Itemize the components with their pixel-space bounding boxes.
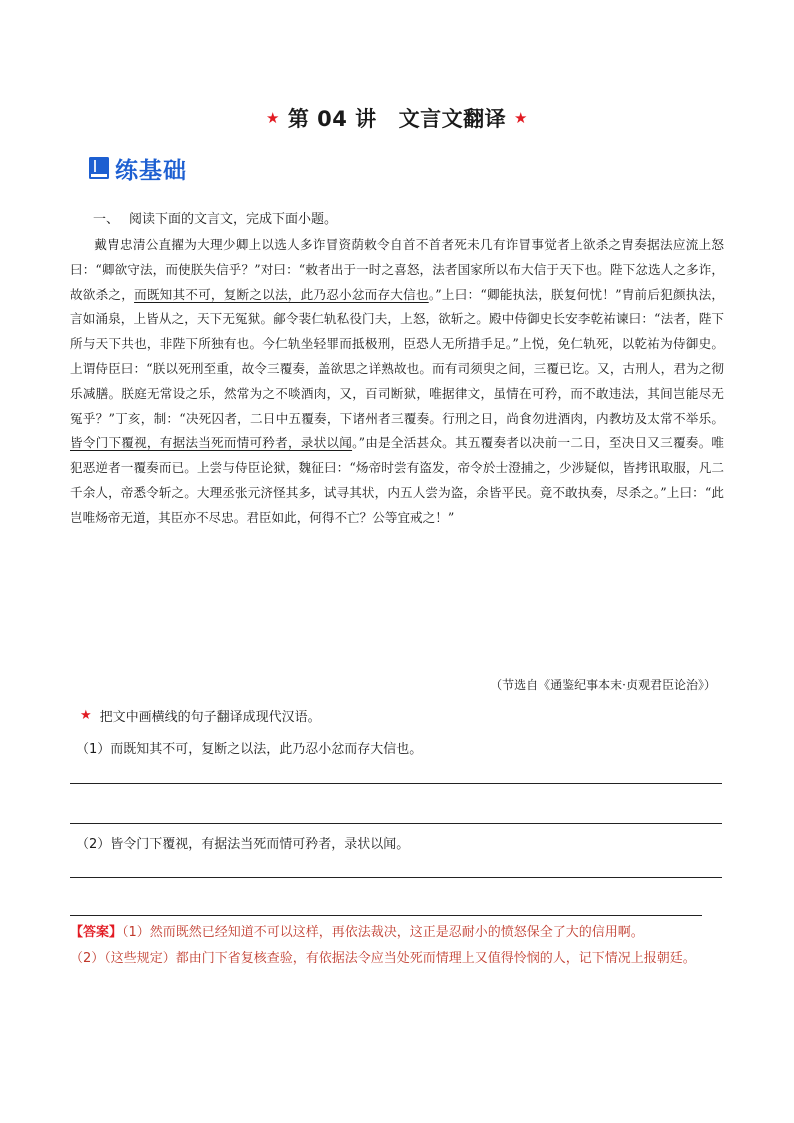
answer-block	[70, 920, 724, 972]
answer-tag: 【答案】	[70, 925, 123, 940]
section-heading	[88, 152, 187, 184]
page-title	[0, 103, 794, 133]
underlined-sentence-1: 而既知其不可，复断之以法，此乃忍小忿而存大信也	[134, 286, 429, 302]
sub-question-1: （1）而既知其不可，复断之以法，此乃忍小忿而存大信也。	[76, 742, 423, 757]
task-text: 把文中画横线的句子翻译成现代汉语。	[99, 710, 321, 725]
question-instruction: 阅读下面的文言文，完成下面小题。	[129, 212, 338, 227]
passage-source: （节选自《通鉴纪事本末·贞观君臣论治》）	[490, 678, 716, 692]
classical-passage	[70, 233, 724, 531]
section-label: 练基础	[115, 157, 187, 184]
book-icon	[88, 156, 110, 180]
answer-text-1: （1）然而既然已经知道不可以这样，再依法裁决，这正是忍耐小的愤怒保全了大的信用啊。	[122, 925, 644, 940]
answer-line[interactable]	[70, 783, 722, 784]
passage-text: 。”上曰：“卿能执法，朕复何忧！”胄前后犯颜执法，言如涌泉，上皆从之，天下无冤狱。鄃令裴仁轨私役门夫，上怒，欲斩之。殿中侍御史长安李乾祐谏曰：“法者，陛下所与天下共也，非陛下所独有也。今仁轨坐轻罪而抵极刑，臣恐人无所措手足。”上悦，免仁轨死，以乾祐为侍御史。上谓侍臣曰：“朕以死刑至重，故令三覆奏，盖欲思之详熟故也。而有司须臾之间，三覆已讫。又，古刑人，君为之彻乐减膳。朕庭无常设之乐，然常为之不啖酒肉，又，百司断狱，唯据律文，虽情在可矜，而不敢违法，其间岂能尽无冤乎？”丁亥，制：“决死囚者，二日中五覆奏，下诸州者三覆奏。行刑之日，尚食勿进酒肉，内教坊及太常不举乐。	[70, 286, 725, 426]
sub-question-2: （2）皆令门下覆视，有据法当死而情可矜者，录状以闻。	[76, 837, 410, 852]
lecture-number: 第 04 讲	[287, 107, 377, 131]
question-number: 一、	[93, 212, 120, 227]
answer-line[interactable]	[70, 915, 702, 916]
passage-text: 戴胄忠清公直擢为大理少卿上以选人多诈冒资荫敕令自首不首者死未几有诈冒事觉者上欲杀之胄奏据法应流上怒曰：“卿欲守法，而使朕失信乎？”对曰：“敕者出于一时之喜怒，法者国家所以布大信于天下也。陛下忿选人之多诈，故欲杀之，	[70, 237, 724, 302]
answer-line-2: （2）（这些规定）都由门下省复核查验，有依据法令应当处死而情理上又值得怜悯的人，记下情况上报朝廷。	[70, 951, 696, 966]
answer-line-1	[70, 920, 724, 946]
star-icon: ★	[513, 109, 528, 127]
star-bullet-icon: ★	[80, 708, 92, 723]
passage-text: 。”由是全活甚众。其五覆奏者以决前一二日，至决日又三覆奏。唯犯恶逆者一覆奏而已。上尝与侍臣论狱，魏征曰：“炀帝时尝有盗发，帝令於士澄捕之，少涉疑似，皆拷讯取服，凡二千余人，帝悉令斩之。大理丞张元济怪其多，试寻其状，内五人尝为盗，余皆平民。竟不敢执奏，尽杀之。”上曰：“此岂唯炀帝无道，其臣亦不尽忠。君臣如此，何得不亡？公等宜戒之！”	[70, 435, 725, 525]
question-intro	[93, 208, 337, 227]
star-icon: ★	[266, 109, 280, 127]
answer-line[interactable]	[70, 877, 722, 878]
lecture-topic: 文言文翻译	[398, 107, 507, 131]
task-instruction	[80, 706, 321, 725]
underlined-sentence-2: 皆令门下覆视，有据法当死而情可矜者，录状以闻	[70, 435, 353, 451]
answer-line[interactable]	[70, 823, 722, 824]
